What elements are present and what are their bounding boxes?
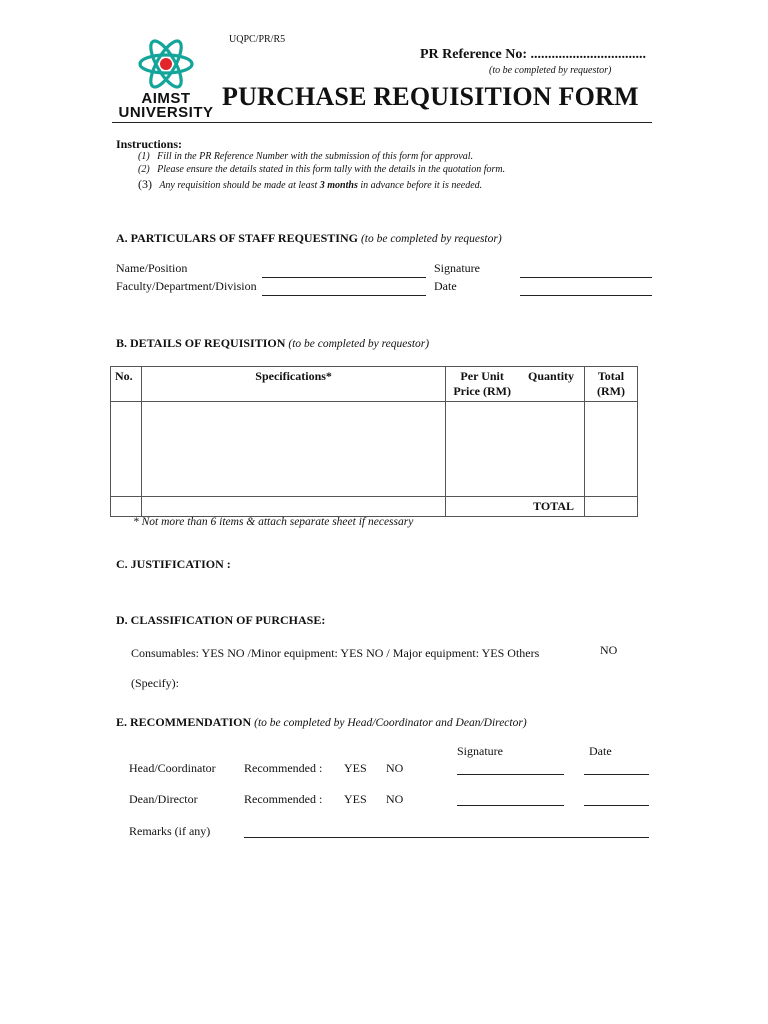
section-d-heading: D. CLASSIFICATION OF PURCHASE:: [116, 613, 326, 627]
name-position-label: Name/Position: [116, 261, 188, 275]
instruction-text: Please ensure the details stated in this form tally with the details in the quotation form.: [157, 164, 506, 175]
cell-no: [111, 497, 142, 517]
section-a-note: (to be completed by requestor): [360, 233, 502, 245]
faculty-label: Faculty/Department/Division: [116, 279, 257, 293]
cell-specifications[interactable]: [141, 402, 445, 497]
head-date-field[interactable]: [584, 774, 649, 775]
instruction-item: [138, 151, 473, 162]
instruction-text: in advance before it is needed.: [360, 180, 483, 191]
dean-date-field[interactable]: [584, 805, 649, 806]
col-specifications-header: Specifications*: [141, 367, 445, 402]
head-signature-field[interactable]: [457, 774, 564, 775]
requisition-table: [110, 366, 638, 517]
instruction-item: [138, 177, 482, 192]
header-divider: [112, 122, 652, 123]
instruction-number: (2): [138, 164, 150, 175]
grand-total-cell[interactable]: [585, 497, 638, 517]
date-column-label: Date: [589, 744, 612, 758]
cell-no[interactable]: [111, 402, 142, 497]
faculty-field[interactable]: [262, 295, 426, 296]
instructions-heading: Instructions:: [116, 137, 183, 151]
col-no-header: No.: [111, 367, 142, 402]
date-label: Date: [434, 279, 457, 293]
instruction-emphasis: 3 months: [319, 180, 358, 191]
recommended-label: Recommended :: [244, 761, 323, 775]
table-header-row: [111, 367, 638, 402]
dean-signature-field[interactable]: [457, 805, 564, 806]
col-quantity-header: Quantity: [518, 367, 584, 402]
specify-label: (Specify):: [131, 676, 179, 690]
dean-director-label: Dean/Director: [129, 792, 198, 806]
table-footnote: * Not more than 6 items & attach separate sheet if necessary: [133, 516, 414, 528]
col-price-header: Per Unit Price (RM): [446, 367, 518, 402]
instruction-text: Fill in the PR Reference Number with the submission of this form for approval.: [157, 151, 474, 162]
others-no-option[interactable]: NO: [600, 643, 618, 657]
atom-logo-icon: [112, 34, 220, 94]
logo-wordmark: [112, 92, 220, 120]
logo-line-1: AIMST: [141, 90, 191, 107]
recommended-label: Recommended :: [244, 792, 323, 806]
instruction-item: [138, 164, 505, 175]
date-field[interactable]: [520, 295, 652, 296]
cell-price-quantity[interactable]: [446, 402, 585, 497]
remarks-label: Remarks (if any): [129, 824, 211, 838]
section-c-heading: C. JUSTIFICATION :: [116, 557, 231, 571]
section-e-note: (to be completed by Head/Coordinator and Dean/Director): [254, 717, 527, 729]
head-coordinator-label: Head/Coordinator: [129, 761, 216, 775]
section-e-title: E. RECOMMENDATION: [116, 715, 252, 729]
logo-line-2: UNIVERSITY: [118, 104, 214, 121]
col-total-header: Total (RM): [585, 367, 638, 402]
section-b-note: (to be completed by requestor): [288, 338, 430, 350]
classification-options[interactable]: Consumables: YES NO /Minor equipment: YES NO / Major equipment: YES Others: [131, 646, 540, 660]
head-yes-option[interactable]: YES: [344, 761, 367, 775]
dean-no-option[interactable]: NO: [386, 792, 404, 806]
section-b-heading: [116, 336, 429, 351]
total-label: TOTAL: [446, 497, 585, 517]
table-total-row: [111, 497, 638, 517]
section-b-title: B. DETAILS OF REQUISITION: [116, 336, 286, 350]
signature-column-label: Signature: [457, 744, 503, 758]
pr-reference-note: (to be completed by requestor): [489, 65, 612, 76]
instruction-text: Any requisition should be made at least: [159, 180, 318, 191]
pr-reference-label[interactable]: PR Reference No: .................................: [420, 47, 647, 62]
page-title: PURCHASE REQUISITION FORM: [222, 82, 639, 111]
table-row: [111, 402, 638, 497]
signature-field[interactable]: [520, 277, 652, 278]
instruction-number: (1): [138, 151, 150, 162]
form-code: UQPC/PR/R5: [229, 34, 286, 45]
dean-yes-option[interactable]: YES: [344, 792, 367, 806]
signature-label: Signature: [434, 261, 480, 275]
section-a-title: A. PARTICULARS OF STAFF REQUESTING: [116, 231, 358, 245]
section-a-heading: [116, 231, 502, 246]
cell-specifications: [141, 497, 445, 517]
head-no-option[interactable]: NO: [386, 761, 404, 775]
name-position-field[interactable]: [262, 277, 426, 278]
cell-total[interactable]: [585, 402, 638, 497]
remarks-field[interactable]: [244, 837, 649, 838]
instruction-number: (3): [138, 177, 152, 191]
section-e-heading: [116, 715, 527, 730]
